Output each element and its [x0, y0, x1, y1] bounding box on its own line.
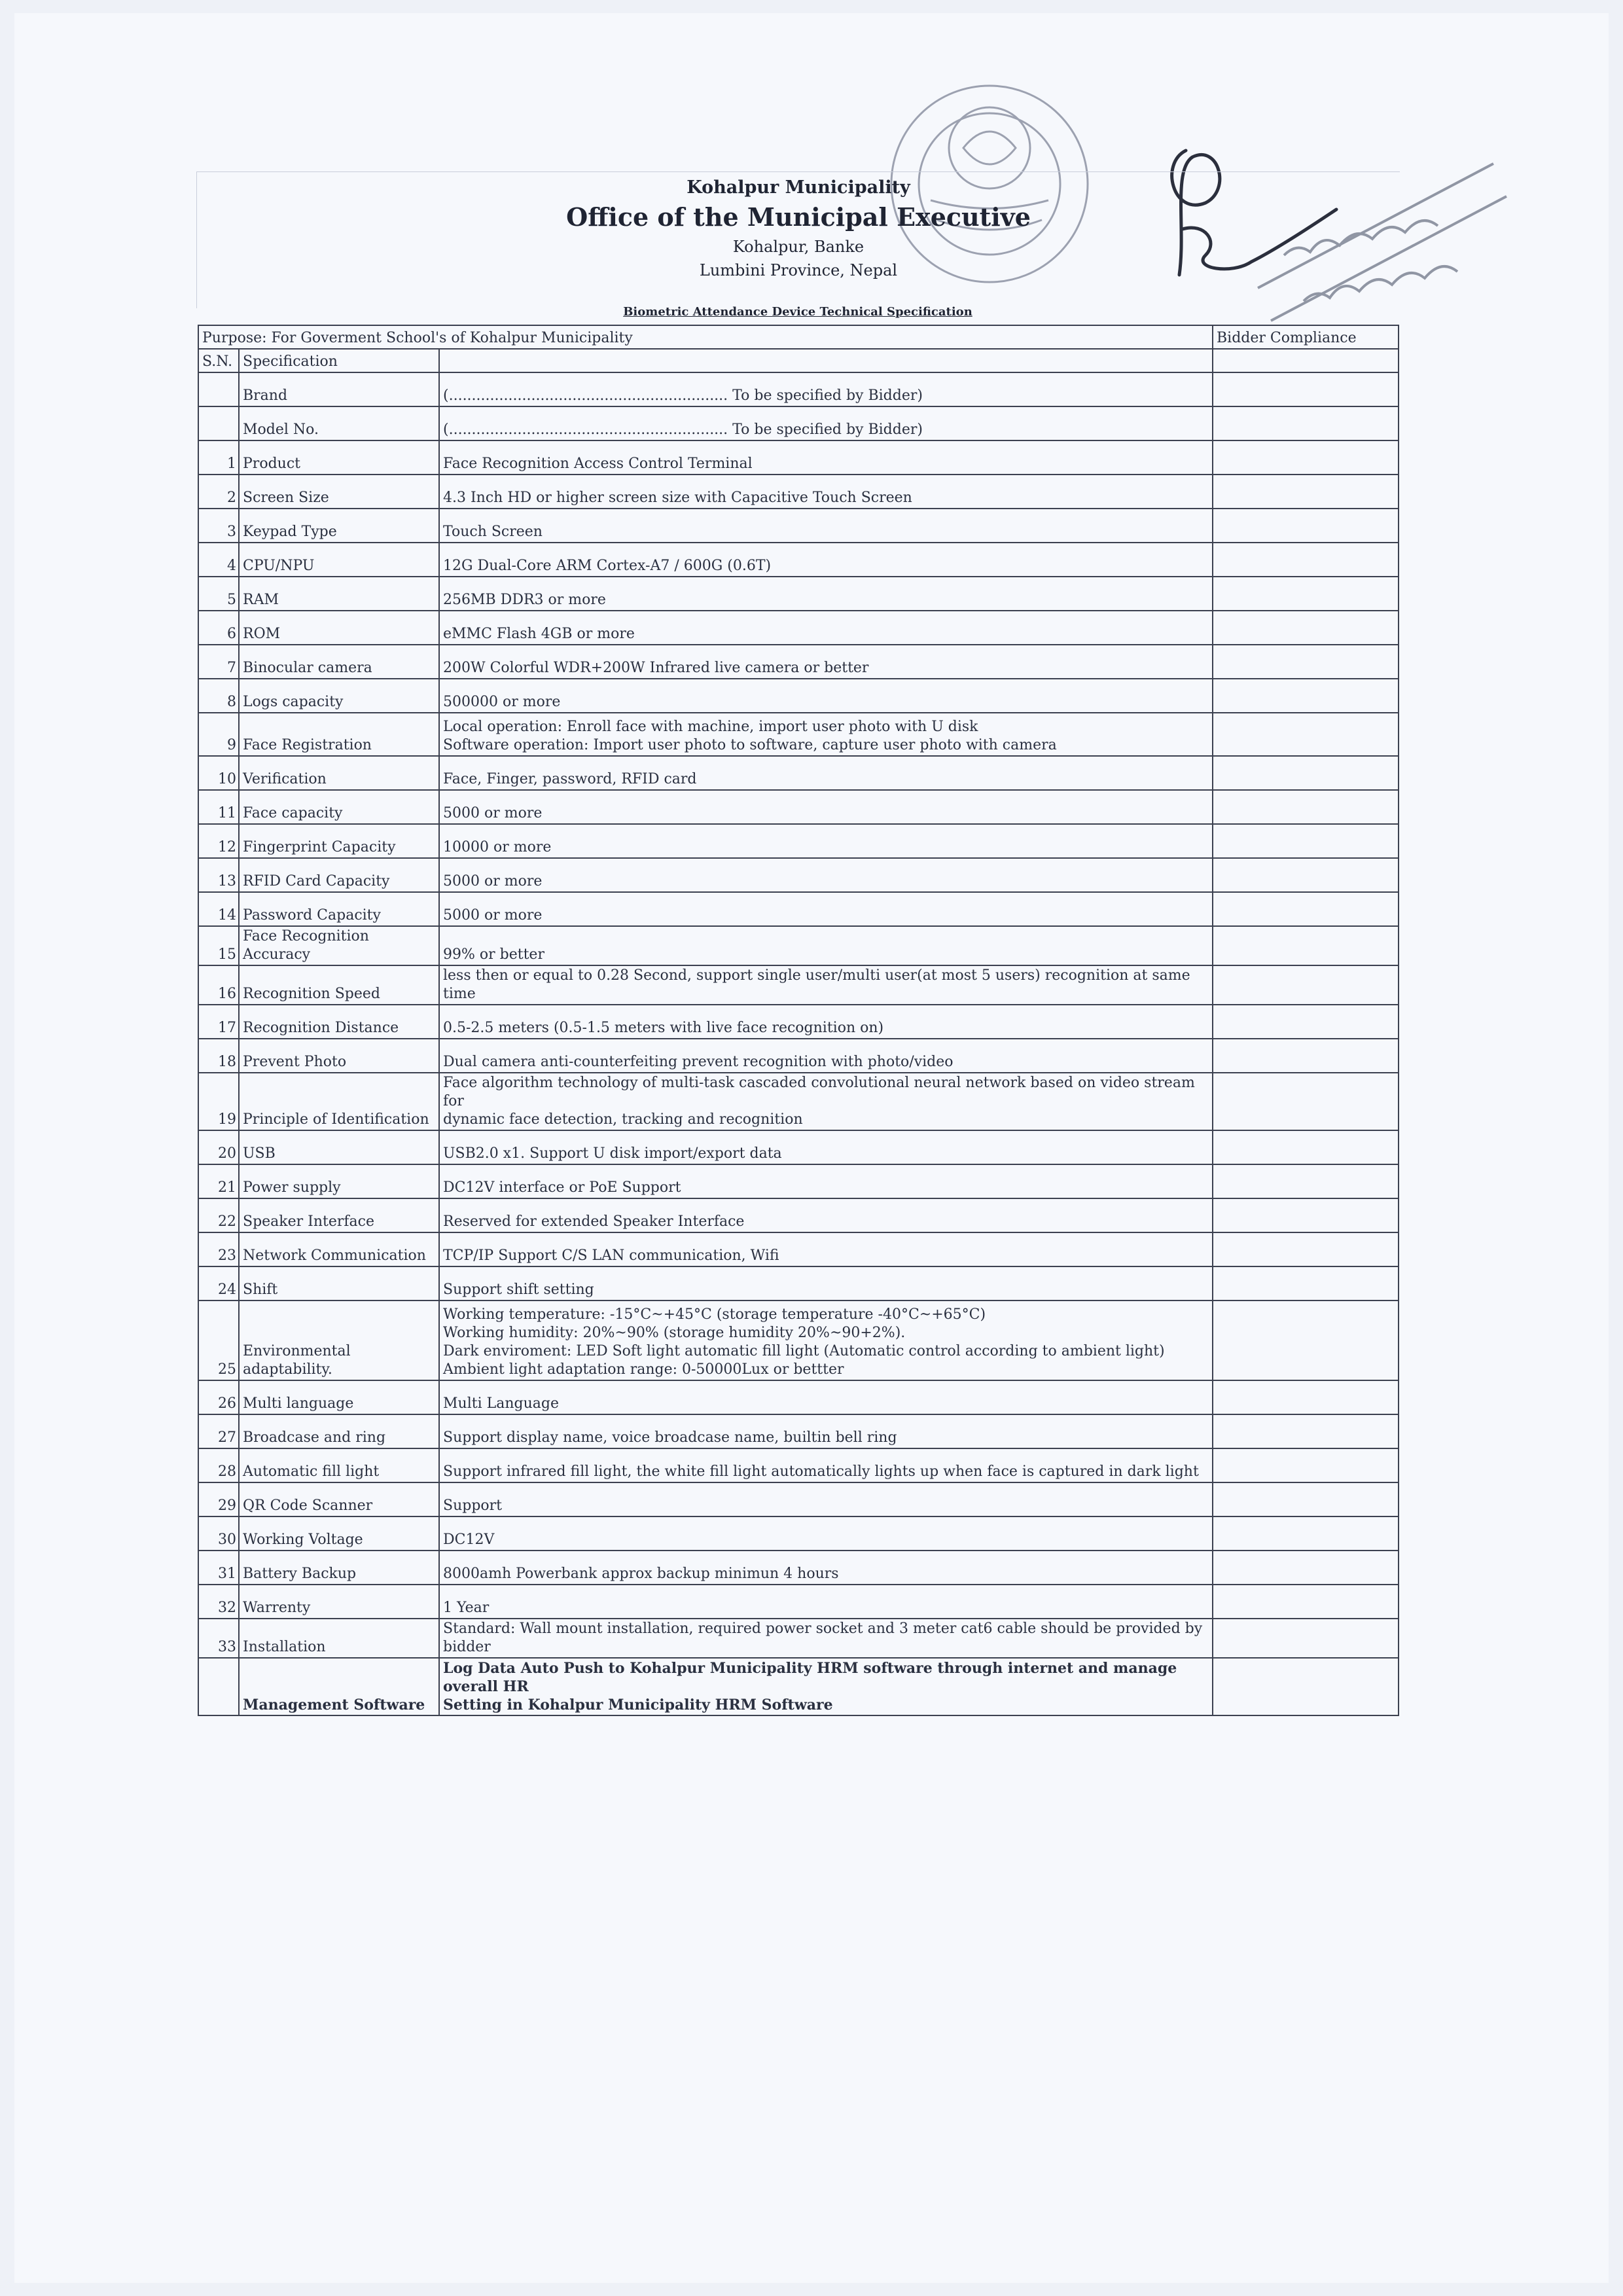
- sn-header: S.N.: [198, 349, 239, 372]
- compliance-cell[interactable]: [1213, 679, 1399, 713]
- row-value-line: Face algorithm technology of multi-task cascaded convolutional neural network based on video stream for: [443, 1075, 1195, 1109]
- compliance-cell[interactable]: [1213, 1658, 1399, 1715]
- row-name: Broadcase and ring: [239, 1414, 439, 1448]
- row-sn: 18: [198, 1039, 239, 1073]
- row-value: 10000 or more: [439, 824, 1213, 858]
- row-value-line: Software operation: Import user photo to software, capture user photo with camera: [443, 737, 1057, 753]
- purpose-text: Purpose: For Goverment School's of Kohalpur Municipality: [198, 325, 1213, 349]
- row-sn: 33: [198, 1619, 239, 1658]
- row-value-line: Working temperature: -15°C~+45°C (storage temperature -40°C~+65°C): [443, 1306, 986, 1323]
- row-name: Recognition Distance: [239, 1005, 439, 1039]
- row-name: Face Registration: [239, 713, 439, 756]
- row-sn: 31: [198, 1551, 239, 1585]
- row-value: DC12V interface or PoE Support: [439, 1164, 1213, 1198]
- row-sn: 20: [198, 1130, 239, 1164]
- table-row: [198, 440, 1399, 475]
- row-value-line: Local operation: Enroll face with machine, import user photo with U disk: [443, 719, 978, 735]
- row-sn: 11: [198, 790, 239, 824]
- compliance-cell[interactable]: [1213, 543, 1399, 577]
- row-name: Recognition Speed: [239, 965, 439, 1005]
- table-row: [198, 790, 1399, 824]
- compliance-cell[interactable]: [1213, 1164, 1399, 1198]
- row-value: 12G Dual-Core ARM Cortex-A7 / 600G (0.6T): [439, 543, 1213, 577]
- row-sn: 17: [198, 1005, 239, 1039]
- table-row: [198, 1482, 1399, 1516]
- row-value: 200W Colorful WDR+200W Infrared live camera or better: [439, 645, 1213, 679]
- compliance-cell[interactable]: [1213, 1300, 1399, 1380]
- row-name: Principle of Identification: [239, 1073, 439, 1130]
- compliance-cell[interactable]: [1213, 509, 1399, 543]
- compliance-cell[interactable]: [1213, 577, 1399, 611]
- row-value: 5000 or more: [439, 892, 1213, 926]
- compliance-header-blank: [1213, 349, 1399, 372]
- row-value-line: dynamic face detection, tracking and recognition: [443, 1111, 803, 1128]
- row-name: Screen Size: [239, 475, 439, 509]
- row-name: Verification: [239, 756, 439, 790]
- table-row: [198, 1551, 1399, 1585]
- row-name: RAM: [239, 577, 439, 611]
- row-name: Battery Backup: [239, 1551, 439, 1585]
- row-value: [439, 1658, 1213, 1715]
- table-row: [198, 1164, 1399, 1198]
- compliance-cell[interactable]: [1213, 1039, 1399, 1073]
- row-sn: 4: [198, 543, 239, 577]
- row-name: Automatic fill light: [239, 1448, 439, 1482]
- row-value-line: Working humidity: 20%~90% (storage humidity 20%~90+2%).: [443, 1325, 906, 1341]
- row-value: USB2.0 x1. Support U disk import/export data: [439, 1130, 1213, 1164]
- compliance-cell[interactable]: [1213, 1232, 1399, 1266]
- row-value: Support: [439, 1482, 1213, 1516]
- row-value: Reserved for extended Speaker Interface: [439, 1198, 1213, 1232]
- compliance-cell[interactable]: [1213, 713, 1399, 756]
- compliance-cell[interactable]: [1213, 372, 1399, 406]
- column-header-row: [198, 349, 1399, 372]
- table-row: [198, 965, 1399, 1005]
- table-row: [198, 1039, 1399, 1073]
- row-value: Face Recognition Access Control Terminal: [439, 440, 1213, 475]
- row-sn: 14: [198, 892, 239, 926]
- row-value: [439, 1300, 1213, 1380]
- row-name: Face capacity: [239, 790, 439, 824]
- row-value: 0.5-2.5 meters (0.5-1.5 meters with live face recognition on): [439, 1005, 1213, 1039]
- row-value: Multi Language: [439, 1380, 1213, 1414]
- row-value: DC12V: [439, 1516, 1213, 1551]
- table-row: [198, 611, 1399, 645]
- compliance-cell[interactable]: [1213, 1585, 1399, 1619]
- city-line: Kohalpur, Banke: [732, 238, 865, 256]
- row-name: Multi language: [239, 1380, 439, 1414]
- table-row: [198, 1130, 1399, 1164]
- compliance-cell[interactable]: [1213, 1198, 1399, 1232]
- row-value: eMMC Flash 4GB or more: [439, 611, 1213, 645]
- row-value: Dual camera anti-counterfeiting prevent recognition with photo/video: [439, 1039, 1213, 1073]
- row-value: Standard: Wall mount installation, required power socket and 3 meter cat6 cable should be provided by bidder: [439, 1619, 1213, 1658]
- row-name: Brand: [239, 372, 439, 406]
- row-sn: 10: [198, 756, 239, 790]
- row-name: Face Recognition Accuracy: [239, 926, 439, 965]
- document-title: Biometric Attendance Device Technical Specification: [623, 305, 972, 319]
- row-name: CPU/NPU: [239, 543, 439, 577]
- row-sn: 7: [198, 645, 239, 679]
- row-sn: 25: [198, 1300, 239, 1380]
- row-name: Logs capacity: [239, 679, 439, 713]
- spec-header: Specification: [239, 349, 439, 372]
- row-sn: 19: [198, 1073, 239, 1130]
- row-sn: 22: [198, 1198, 239, 1232]
- row-sn: 2: [198, 475, 239, 509]
- row-value-line: Log Data Auto Push to Kohalpur Municipality HRM software through internet and manage overall HR: [443, 1660, 1177, 1695]
- compliance-cell[interactable]: [1213, 406, 1399, 440]
- letterhead: [196, 171, 1400, 308]
- row-sn: 6: [198, 611, 239, 645]
- row-name: Environmental adaptability.: [239, 1300, 439, 1380]
- table-row: [198, 1585, 1399, 1619]
- compliance-cell[interactable]: [1213, 790, 1399, 824]
- row-name: RFID Card Capacity: [239, 858, 439, 892]
- row-sn: 30: [198, 1516, 239, 1551]
- row-sn: 3: [198, 509, 239, 543]
- compliance-cell[interactable]: [1213, 892, 1399, 926]
- row-name: Prevent Photo: [239, 1039, 439, 1073]
- compliance-cell[interactable]: [1213, 1619, 1399, 1658]
- row-sn: 28: [198, 1448, 239, 1482]
- row-value: 256MB DDR3 or more: [439, 577, 1213, 611]
- table-row: [198, 756, 1399, 790]
- compliance-cell[interactable]: [1213, 926, 1399, 965]
- table-row: [198, 1232, 1399, 1266]
- row-value: 1 Year: [439, 1585, 1213, 1619]
- row-sn: 12: [198, 824, 239, 858]
- row-value: less then or equal to 0.28 Second, support single user/multi user(at most 5 users) recognition at same time: [439, 965, 1213, 1005]
- row-value-line: Dark enviroment: LED Soft light automatic fill light (Automatic control according to ambient light): [443, 1343, 1165, 1359]
- table-row: [198, 372, 1399, 406]
- compliance-cell[interactable]: [1213, 1073, 1399, 1130]
- table-row: [198, 926, 1399, 965]
- province-line: Lumbini Province, Nepal: [699, 261, 898, 279]
- office-name: Office of the Municipal Executive: [566, 202, 1031, 232]
- table-row: [198, 406, 1399, 440]
- compliance-cell[interactable]: [1213, 1005, 1399, 1039]
- compliance-cell[interactable]: [1213, 1380, 1399, 1414]
- compliance-cell[interactable]: [1213, 1130, 1399, 1164]
- row-sn: 9: [198, 713, 239, 756]
- row-sn: [198, 406, 239, 440]
- table-row: [198, 1414, 1399, 1448]
- table-row: [198, 1198, 1399, 1232]
- row-sn: 26: [198, 1380, 239, 1414]
- document-page: [14, 13, 1609, 2283]
- row-name: Model No.: [239, 406, 439, 440]
- row-value: (............................................................. To be specified by Bidder): [439, 372, 1213, 406]
- table-row: [198, 645, 1399, 679]
- row-sn: [198, 1658, 239, 1715]
- row-name: Binocular camera: [239, 645, 439, 679]
- row-value: 5000 or more: [439, 790, 1213, 824]
- row-value: Support shift setting: [439, 1266, 1213, 1300]
- row-sn: 29: [198, 1482, 239, 1516]
- row-value: 8000amh Powerbank approx backup minimun 4 hours: [439, 1551, 1213, 1585]
- municipality-name: Kohalpur Municipality: [687, 177, 910, 198]
- row-name: QR Code Scanner: [239, 1482, 439, 1516]
- row-name: Speaker Interface: [239, 1198, 439, 1232]
- compliance-cell[interactable]: [1213, 824, 1399, 858]
- row-sn: 8: [198, 679, 239, 713]
- row-value-line: Ambient light adaptation range: 0-50000Lux or bettter: [443, 1361, 844, 1378]
- compliance-cell[interactable]: [1213, 858, 1399, 892]
- row-value: 500000 or more: [439, 679, 1213, 713]
- row-name: Keypad Type: [239, 509, 439, 543]
- row-value: Support display name, voice broadcase name, builtin bell ring: [439, 1414, 1213, 1448]
- row-sn: 5: [198, 577, 239, 611]
- compliance-cell[interactable]: [1213, 1551, 1399, 1585]
- row-value: 4.3 Inch HD or higher screen size with Capacitive Touch Screen: [439, 475, 1213, 509]
- table-row: [198, 1005, 1399, 1039]
- row-name: Management Software: [239, 1658, 439, 1715]
- specification-table: [198, 325, 1399, 1716]
- row-name: Product: [239, 440, 439, 475]
- compliance-cell[interactable]: [1213, 965, 1399, 1005]
- table-row: [198, 1619, 1399, 1658]
- table-row: [198, 713, 1399, 756]
- table-row: [198, 824, 1399, 858]
- row-sn: 21: [198, 1164, 239, 1198]
- compliance-cell[interactable]: [1213, 1266, 1399, 1300]
- row-value: Support infrared fill light, the white fill light automatically lights up when face is captured in dark light: [439, 1448, 1213, 1482]
- table-row: [198, 679, 1399, 713]
- row-name: Network Communication: [239, 1232, 439, 1266]
- compliance-cell[interactable]: [1213, 1448, 1399, 1482]
- row-name: ROM: [239, 611, 439, 645]
- row-value: Face, Finger, password, RFID card: [439, 756, 1213, 790]
- compliance-cell[interactable]: [1213, 756, 1399, 790]
- row-value: (............................................................. To be specified by Bidder): [439, 406, 1213, 440]
- row-sn: 1: [198, 440, 239, 475]
- row-value-line: Setting in Kohalpur Municipality HRM Software: [443, 1696, 833, 1713]
- row-value: [439, 1073, 1213, 1130]
- row-value: 5000 or more: [439, 858, 1213, 892]
- table-row: [198, 475, 1399, 509]
- row-sn: 24: [198, 1266, 239, 1300]
- table-row: [198, 509, 1399, 543]
- row-name: Warrenty: [239, 1585, 439, 1619]
- row-name: Password Capacity: [239, 892, 439, 926]
- table-row: [198, 1448, 1399, 1482]
- compliance-header: Bidder Compliance: [1213, 325, 1399, 349]
- row-name: Power supply: [239, 1164, 439, 1198]
- compliance-cell[interactable]: [1213, 1482, 1399, 1516]
- table-row: [198, 1266, 1399, 1300]
- table-row: [198, 1300, 1399, 1380]
- purpose-row: [198, 325, 1399, 349]
- compliance-cell[interactable]: [1213, 475, 1399, 509]
- table-row: [198, 1073, 1399, 1130]
- row-sn: [198, 372, 239, 406]
- row-value: Touch Screen: [439, 509, 1213, 543]
- row-sn: 15: [198, 926, 239, 965]
- row-sn: 23: [198, 1232, 239, 1266]
- compliance-cell[interactable]: [1213, 1516, 1399, 1551]
- row-value: [439, 713, 1213, 756]
- row-value: 99% or better: [439, 926, 1213, 965]
- row-name: Shift: [239, 1266, 439, 1300]
- spec-header-blank: [439, 349, 1213, 372]
- table-row: [198, 577, 1399, 611]
- compliance-cell[interactable]: [1213, 645, 1399, 679]
- compliance-cell[interactable]: [1213, 1414, 1399, 1448]
- row-sn: 27: [198, 1414, 239, 1448]
- table-row: [198, 892, 1399, 926]
- row-sn: 13: [198, 858, 239, 892]
- row-value: TCP/IP Support C/S LAN communication, Wifi: [439, 1232, 1213, 1266]
- table-row: [198, 543, 1399, 577]
- table-row: [198, 1658, 1399, 1715]
- table-row: [198, 1380, 1399, 1414]
- row-name: USB: [239, 1130, 439, 1164]
- row-name: Fingerprint Capacity: [239, 824, 439, 858]
- row-sn: 32: [198, 1585, 239, 1619]
- table-row: [198, 858, 1399, 892]
- row-sn: 16: [198, 965, 239, 1005]
- table-row: [198, 1516, 1399, 1551]
- compliance-cell[interactable]: [1213, 440, 1399, 475]
- compliance-cell[interactable]: [1213, 611, 1399, 645]
- row-name: Working Voltage: [239, 1516, 439, 1551]
- row-name: Installation: [239, 1619, 439, 1658]
